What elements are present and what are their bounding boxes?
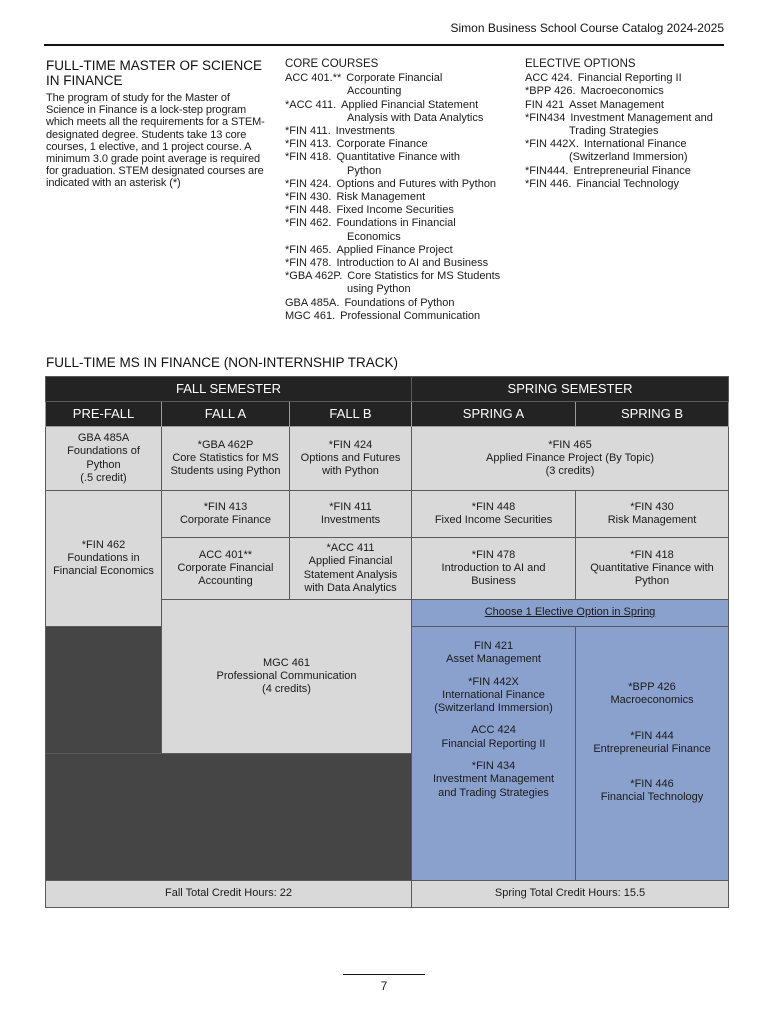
course-entry	[525, 99, 735, 112]
course-title: International Finance	[442, 688, 545, 701]
course-title: Corporate Finance	[179, 514, 272, 526]
course-entry	[525, 72, 735, 85]
course-code: *FIN 430.	[285, 191, 332, 204]
elective-option	[579, 730, 725, 757]
course-code: *FIN 411.	[285, 125, 331, 138]
spring-b-header: SPRING B	[576, 402, 729, 427]
program-description: The program of study for the Master of Science in Finance is a lock-step program which meets all the requirements for a STEM-designated degree. Students take 13 core courses, 1 elective, and 1 project course. A minimum 3.0 grade point average is required for graduation. STEM designated courses are indicated with an asterisk (*)	[46, 92, 265, 190]
course-title: Professional Communication	[216, 669, 357, 682]
program-title	[46, 58, 268, 88]
course-title-continued: Python	[347, 164, 382, 177]
course-title: Entrepreneurial Finance	[593, 742, 711, 755]
course-entry	[525, 165, 735, 178]
course-title: Financial Reporting II	[441, 737, 546, 750]
course-entry	[285, 297, 520, 310]
course-entry	[285, 217, 520, 243]
course-title: Foundations of Python	[344, 296, 455, 309]
pre-fall-header: PRE-FALL	[46, 402, 162, 427]
course-title: Introduction to AI and	[441, 561, 546, 574]
course-cell-fin448	[412, 491, 576, 538]
course-title: Financial Economics	[53, 565, 154, 578]
course-code: *FIN 442X	[468, 675, 519, 688]
course-title: Quantitative Finance with	[336, 151, 460, 164]
course-entry	[525, 85, 735, 98]
course-code: *FIN 418	[630, 548, 674, 561]
course-cell-fin418	[576, 538, 729, 600]
course-title: Introduction to AI and Business	[336, 257, 489, 270]
course-title: Investment Management and	[570, 111, 713, 124]
fall-total-credits: Fall Total Credit Hours: 22	[46, 881, 412, 908]
course-cell-fin465	[412, 427, 729, 491]
course-title: Applied Financial	[308, 555, 393, 568]
course-code: *FIN 430	[630, 500, 674, 513]
course-code: *GBA 462P.	[285, 270, 343, 283]
program-intro	[46, 58, 268, 190]
course-title: Business	[471, 575, 516, 588]
spring-total-credits: Spring Total Credit Hours: 15.5	[412, 881, 729, 908]
spring-b-electives	[576, 627, 729, 881]
course-cell-acc401	[162, 538, 290, 600]
course-code: *FIN 462	[81, 538, 126, 551]
course-code: *FIN 446	[630, 778, 674, 791]
course-title: Corporate Financial	[177, 561, 274, 574]
course-entry	[285, 191, 520, 204]
course-title: Foundations in	[67, 551, 140, 564]
course-title: (Switzerland Immersion)	[434, 702, 553, 715]
course-cell-gba485a	[46, 427, 162, 491]
core-courses-heading: CORE COURSES	[285, 58, 379, 70]
course-title: Macroeconomics	[610, 694, 694, 707]
course-title: Students using Python	[170, 465, 281, 478]
course-title: with Data Analytics	[304, 581, 397, 594]
course-title: Financial Technology	[576, 177, 679, 190]
course-title: Asset Management	[446, 653, 541, 666]
course-title: Investment Management	[432, 773, 555, 786]
course-title-continued: using Python	[347, 283, 411, 296]
course-code: *FIN 448	[471, 500, 516, 513]
course-entry	[285, 310, 520, 323]
course-code: ACC 424.	[525, 72, 573, 85]
course-title: Corporate Financial	[346, 72, 443, 85]
course-code: *FIN 465	[548, 438, 592, 451]
course-code: *FIN 411	[329, 500, 372, 513]
course-code: *FIN 462.	[285, 217, 332, 230]
course-entry	[525, 178, 735, 191]
course-code: FIN 421	[525, 98, 565, 111]
course-entry	[525, 138, 735, 164]
course-code: *FIN 444	[630, 729, 674, 742]
program-title-line-2: IN FINANCE	[46, 73, 123, 88]
elective-option	[415, 640, 572, 667]
course-title: Investments	[320, 514, 381, 526]
course-entry	[285, 125, 520, 138]
course-title: Entrepreneurial Finance	[573, 164, 691, 177]
course-code: ACC 424	[471, 724, 516, 737]
page-number: 7	[380, 979, 388, 993]
course-title: Asset Management	[569, 98, 664, 111]
course-entry	[285, 72, 520, 98]
elective-option	[579, 681, 725, 708]
course-title: Core Statistics for MS Students	[347, 270, 501, 283]
course-code: *FIN 478	[471, 548, 516, 561]
schedule-title: FULL-TIME MS IN FINANCE (NON-INTERNSHIP TRACK)	[46, 355, 399, 370]
elective-options-heading: ELECTIVE OPTIONS	[525, 58, 636, 70]
course-entry	[525, 112, 735, 138]
header-rule	[44, 44, 724, 46]
course-entry	[285, 151, 520, 177]
course-code: ACC 401**	[198, 548, 253, 561]
elective-option	[415, 724, 572, 751]
course-code: GBA 485A.	[285, 296, 340, 309]
course-code: *BPP 426	[628, 681, 676, 693]
course-title: Core Statistics for MS	[172, 451, 279, 464]
course-code: *FIN 424.	[285, 177, 332, 190]
course-title-continued: Analysis with Data Analytics	[347, 111, 484, 124]
course-entry	[285, 244, 520, 257]
course-code: *FIN 465.	[285, 243, 332, 256]
course-code: *ACC 411.	[285, 98, 337, 111]
course-title: Statement Analysis	[303, 568, 398, 581]
course-cell-fin430	[576, 491, 729, 538]
course-title: Risk Management	[336, 191, 426, 204]
course-code: *BPP 426.	[525, 85, 576, 98]
course-title: Risk Management	[607, 514, 697, 526]
elective-option	[415, 760, 572, 800]
course-cell-mgc461	[162, 600, 412, 754]
course-title: Corporate Finance	[336, 138, 428, 151]
course-code: *ACC 411	[326, 541, 375, 554]
course-code: *FIN 434	[471, 760, 516, 773]
course-title: Applied Finance Project (By Topic)	[486, 451, 654, 464]
course-code: *GBA 462P	[197, 438, 254, 451]
course-code: *FIN 418.	[285, 151, 332, 164]
course-cell-gba462p	[162, 427, 290, 491]
schedule-table	[45, 376, 729, 908]
course-cell-fin462	[46, 491, 162, 627]
course-title: Applied Financial Statement	[341, 98, 479, 111]
spring-semester-header: SPRING SEMESTER	[412, 377, 729, 402]
course-code: *FIN 424	[328, 438, 373, 451]
pre-fall-empty-cell	[46, 627, 162, 754]
course-entry	[285, 138, 520, 151]
catalog-title: Simon Business School Course Catalog 2024-2025	[450, 21, 724, 35]
fall-empty-cell	[46, 754, 412, 881]
course-entry	[285, 204, 520, 217]
course-title-continued: (Switzerland Immersion)	[569, 151, 688, 164]
fall-b-header: FALL B	[290, 402, 412, 427]
course-credits: (3 credits)	[545, 465, 595, 478]
page-number-rule	[343, 974, 425, 975]
course-entry	[285, 178, 520, 191]
course-title: Fixed Income Securities	[434, 514, 553, 526]
course-title: Accounting	[198, 575, 253, 588]
course-title: Options and Futures with Python	[336, 177, 497, 190]
course-title: Professional Communication	[340, 309, 481, 322]
elective-option	[579, 778, 725, 805]
course-title: Python	[86, 458, 121, 471]
course-code: *FIN 413	[203, 500, 248, 513]
course-code: GBA 485A	[77, 431, 130, 444]
course-title: Fixed Income Securities	[336, 204, 454, 217]
spring-a-header: SPRING A	[412, 402, 576, 427]
course-title: Quantitative Finance with	[590, 561, 714, 574]
course-title: Foundations in Financial	[336, 217, 456, 230]
course-credits: (.5 credit)	[80, 471, 127, 484]
course-title-continued: Economics	[347, 230, 401, 243]
course-title-continued: Accounting	[347, 85, 402, 98]
course-cell-fin424	[290, 427, 412, 491]
program-title-line-1: FULL-TIME MASTER OF SCIENCE	[46, 58, 263, 73]
course-title: Applied Finance Project	[336, 243, 453, 256]
course-title: with Python	[322, 465, 379, 478]
course-title: International Finance	[583, 138, 687, 151]
course-code: *FIN 442X.	[525, 138, 579, 151]
choose-elective-note	[412, 600, 729, 627]
course-title: Financial Reporting II	[577, 72, 682, 85]
course-entry	[285, 257, 520, 270]
course-title: Macroeconomics	[580, 85, 664, 98]
choose-elective-text: Choose 1 Elective Option in Spring	[484, 606, 656, 619]
course-code: FIN 421	[473, 640, 514, 652]
course-title: Options and Futures	[300, 451, 401, 464]
course-title: and Trading Strategies	[438, 786, 549, 799]
course-title-continued: Trading Strategies	[569, 125, 659, 138]
course-entry	[285, 270, 520, 296]
course-title: Foundations of	[67, 445, 140, 458]
course-code: MGC 461.	[285, 309, 336, 322]
fall-a-header: FALL A	[162, 402, 290, 427]
course-cell-fin411	[290, 491, 412, 538]
course-code: *FIN434	[525, 111, 566, 124]
course-code: *FIN 413.	[285, 138, 332, 151]
spring-a-electives	[412, 627, 576, 881]
course-credits: (4 credits)	[262, 683, 311, 696]
course-cell-fin478	[412, 538, 576, 600]
course-title: Investments	[335, 125, 395, 138]
course-code: MGC 461	[262, 656, 311, 669]
course-code: *FIN444.	[525, 164, 569, 177]
course-code: *FIN 478.	[285, 257, 332, 270]
course-cell-acc411	[290, 538, 412, 600]
course-code: *FIN 446.	[525, 177, 572, 190]
course-title: Financial Technology	[600, 791, 704, 804]
fall-semester-header: FALL SEMESTER	[46, 377, 412, 402]
course-title: Python	[634, 575, 670, 588]
elective-option	[415, 676, 572, 716]
elective-options-list	[525, 58, 735, 191]
course-code: ACC 401.**	[285, 72, 342, 85]
course-code: *FIN 448.	[285, 204, 332, 217]
course-entry	[285, 99, 520, 125]
course-cell-fin413	[162, 491, 290, 538]
core-courses-list	[285, 58, 520, 323]
